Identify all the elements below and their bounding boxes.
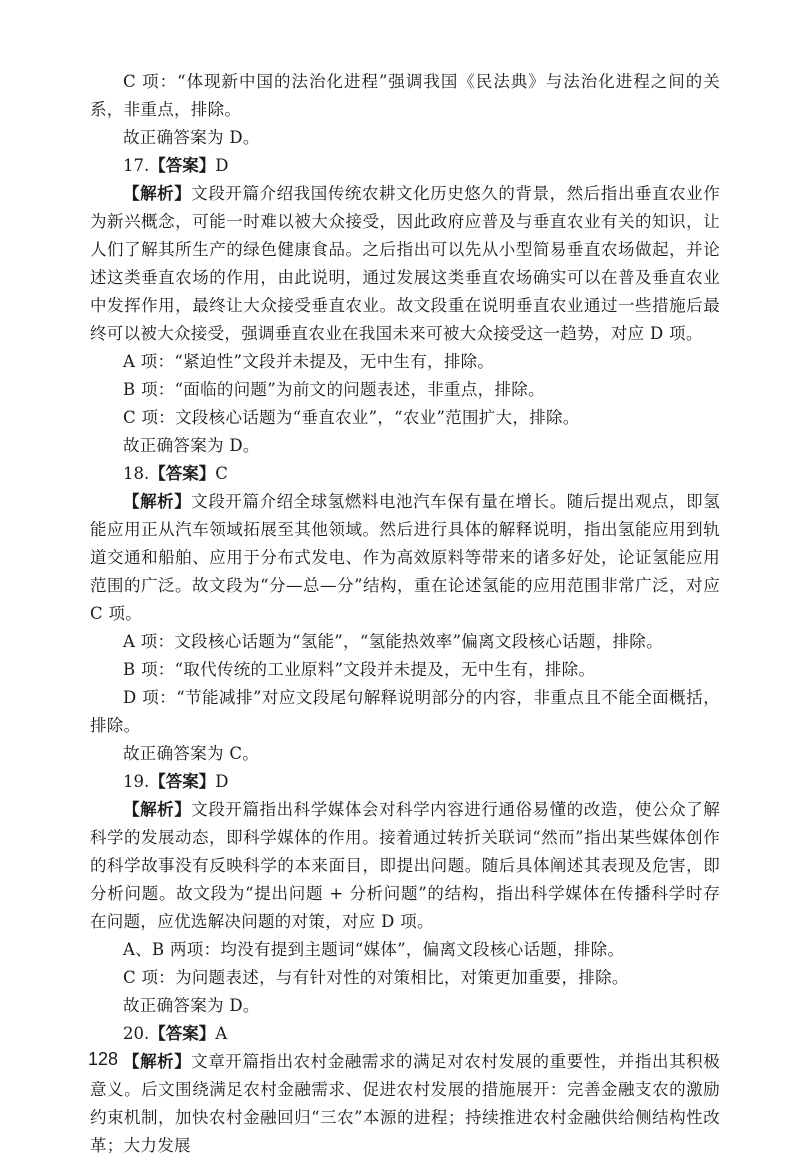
q17-final-answer: 故正确答案为 D。 — [123, 436, 260, 455]
q17-number: 17. — [123, 156, 150, 175]
q18-final-answer: 故正确答案为 C。 — [123, 744, 260, 763]
page-body — [90, 68, 720, 1160]
q19-answer-tag: 【答案】 — [149, 772, 216, 791]
q19-analysis — [90, 796, 720, 936]
q16-option-c: C 项：“体现新中国的法治化进程”强调我国《民法典》与法治化进程之间的关系，非重点，排除。 — [90, 72, 720, 119]
q17-answer-tag: 【答案】 — [149, 156, 216, 175]
q18-analysis-tag: 【解析】 — [123, 492, 192, 511]
page-number: 128 — [88, 1049, 119, 1069]
q20-analysis-tag: 【解析】 — [123, 1052, 192, 1071]
q20-answer-tag: 【答案】 — [149, 1024, 216, 1043]
q17-option-c: C 项：文段核心话题为“垂直农业”，“农业”范围扩大，排除。 — [123, 408, 580, 427]
q20-number: 20. — [123, 1024, 150, 1043]
q18-analysis-text: 文段开篇介绍全球氢燃料电池汽车保有量在增长。随后提出观点，即氢能应用正从汽车领域拓展至其他领域。然后进行具体的解释说明，指出氢能应用到轨道交通和船舶、应用于分布式发电、作为高效原料等带来的诸多好处，论证氢能应用范围的广泛。故文段为“分—总—分”结构，重在论述氢能的应用范围非常广泛，对应 C 项。 — [90, 492, 720, 623]
q19-final-answer: 故正确答案为 D。 — [123, 996, 260, 1015]
q19-analysis-tag: 【解析】 — [123, 800, 192, 819]
q17-answer-line — [90, 152, 720, 180]
q18-option-b: B 项：“取代传统的工业原料”文段并未提及，无中生有，排除。 — [123, 660, 596, 679]
q19-option-c: C 项：为问题表述，与有针对性的对策相比，对策更加重要，排除。 — [123, 968, 629, 987]
q19-answer-line — [90, 768, 720, 796]
q19-answer: D — [215, 772, 229, 791]
q18-answer-line — [90, 460, 720, 488]
q16-final-answer: 故正确答案为 D。 — [123, 128, 260, 147]
q18-option-a: A 项：文段核心话题为“氢能”，“氢能热效率”偏离文段核心话题，排除。 — [123, 632, 663, 651]
q19-analysis-text: 文段开篇指出科学媒体会对科学内容进行通俗易懂的改造，使公众了解科学的发展动态，即科学媒体的作用。接着通过转折关联词“然而”指出某些媒体创作的科学故事没有反映科学的本来面目，即提出问题。随后具体阐述其表现及危害，即分析问题。故文段为“提出问题 + 分析问题”的结构，指出科学媒体在传播科学时存在问题，应优选解决问题的对策，对应 D 项。 — [90, 800, 720, 931]
q20-answer: A — [215, 1024, 228, 1043]
q18-answer: C — [215, 464, 228, 483]
q20-answer-line — [90, 1020, 720, 1048]
q20-analysis — [90, 1048, 720, 1160]
q18-number: 18. — [123, 464, 150, 483]
q17-analysis-tag: 【解析】 — [123, 184, 192, 203]
q17-analysis — [90, 180, 720, 348]
q19-number: 19. — [123, 772, 150, 791]
q17-option-b: B 项：“面临的问题”为前文的问题表述，非重点，排除。 — [123, 380, 545, 399]
q17-analysis-text: 文段开篇介绍我国传统农耕文化历史悠久的背景，然后指出垂直农业作为新兴概念，可能一时难以被大众接受，因此政府应普及与垂直农业有关的知识，让人们了解其所生产的绿色健康食品。之后指出可以先从小型简易垂直农场做起，并论述这类垂直农场的作用，由此说明，通过发展这类垂直农场确实可以在普及垂直农业中发挥作用，最终让大众接受垂直农业。故文段重在说明垂直农业通过一些措施后最终可以被大众接受，强调垂直农业在我国未来可被大众接受这一趋势，对应 D 项。 — [90, 184, 720, 343]
q18-analysis — [90, 488, 720, 628]
q18-answer-tag: 【答案】 — [149, 464, 216, 483]
q19-option-ab: A、B 两项：均没有提到主题词“媒体”，偏离文段核心话题，排除。 — [123, 940, 625, 959]
q18-option-d: D 项：“节能减排”对应文段尾句解释说明部分的内容，非重点且不能全面概括，排除。 — [90, 688, 720, 735]
q20-analysis-text: 文章开篇指出农村金融需求的满足对农村发展的重要性，并指出其积极意义。后文围绕满足农村金融需求、促进农村发展的措施展开：完善金融支农的激励约束机制，加快农村金融回归“三农”本源的进程；持续推进农村金融供给侧结构性改革；大力发展 — [90, 1052, 720, 1155]
q17-answer: D — [215, 156, 229, 175]
q17-option-a: A 项：“紧迫性”文段并未提及，无中生有，排除。 — [123, 352, 495, 371]
